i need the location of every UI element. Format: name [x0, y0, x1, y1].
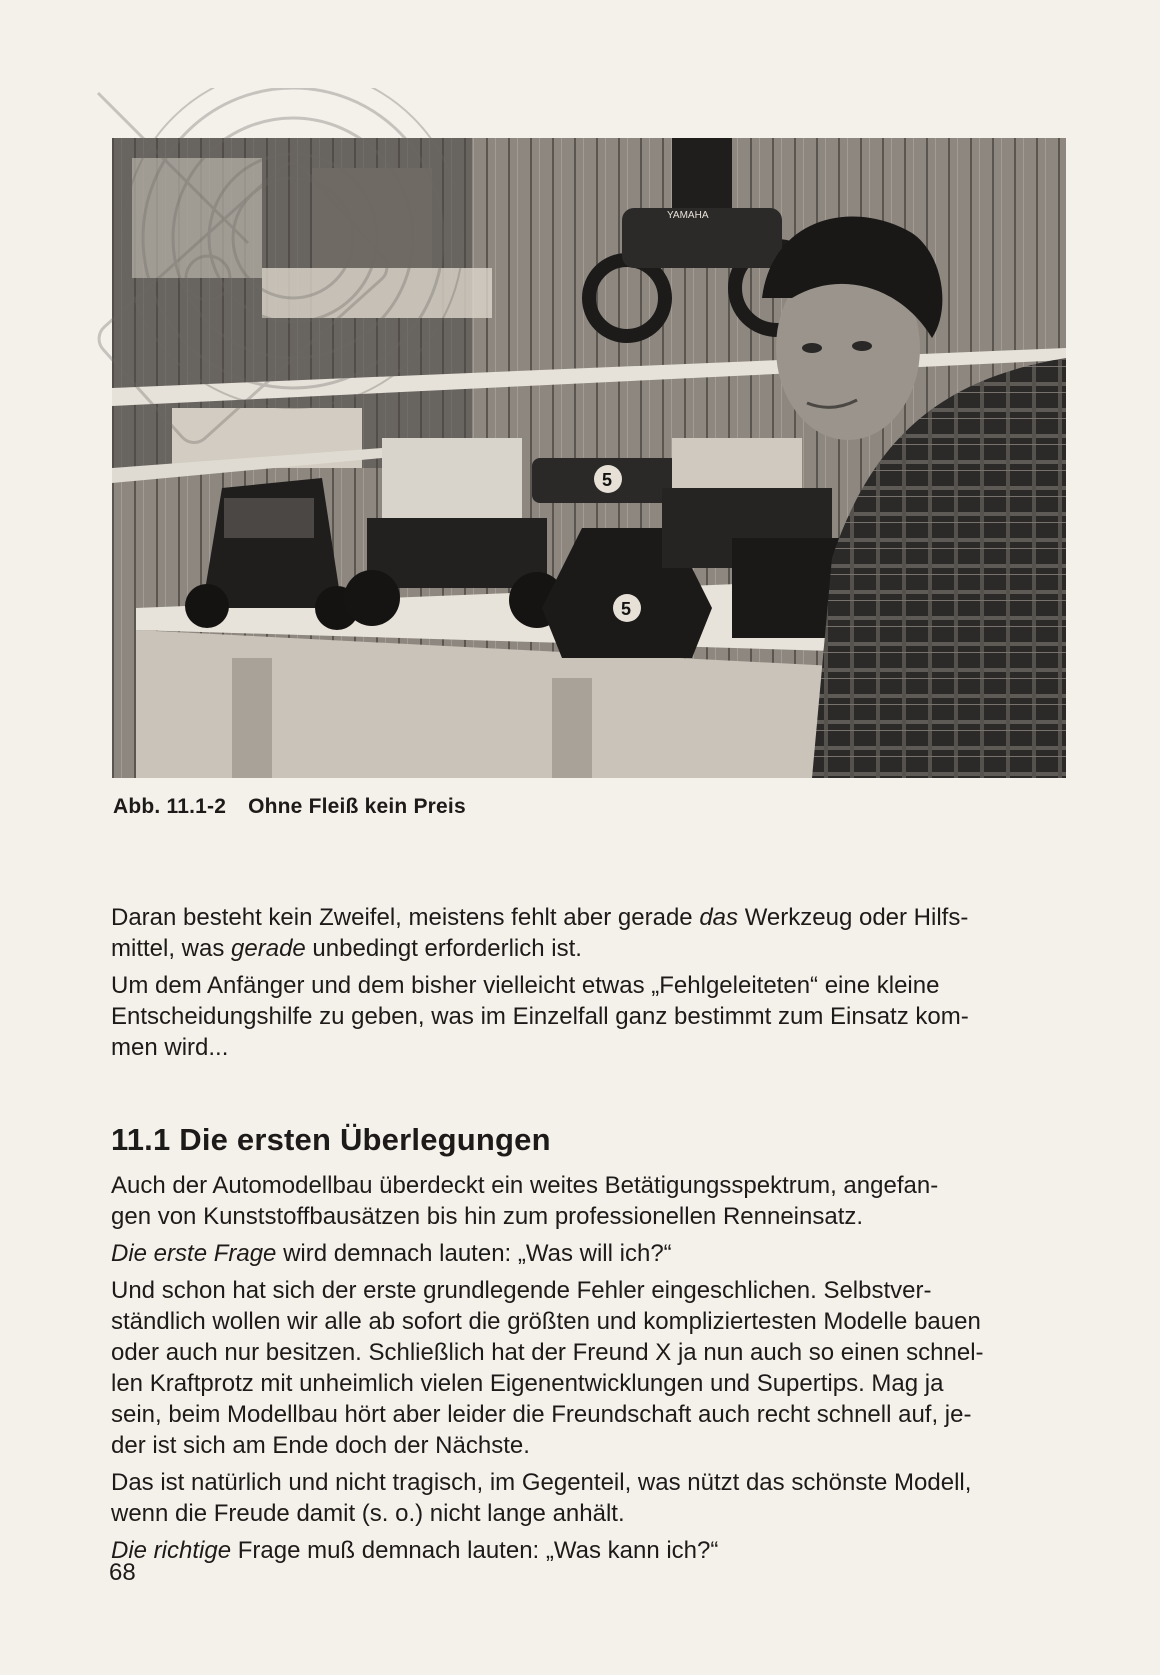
section-p1-line-1: Auch der Automodellbau überdeckt ein weites Betätigungsspektrum, angefan-	[111, 1172, 939, 1199]
section-p3-line-1: Und schon hat sich der erste grundlegende Fehler eingeschlichen. Selbstver-	[111, 1277, 932, 1304]
car-number-1: 5	[602, 470, 613, 490]
section-p5-text: Frage muß demnach lauten: „Was kann ich?“	[231, 1537, 719, 1564]
section-p1-line-2: gen von Kunststoffbausätzen bis hin zum professionellen Renneinsatz.	[111, 1203, 864, 1230]
photo-illustration	[112, 138, 1066, 778]
figure-caption	[113, 795, 466, 819]
intro-p1-emphasis-2: gerade	[231, 935, 306, 962]
section-paragraph-1	[111, 1170, 1061, 1232]
intro-paragraph-2	[111, 970, 1061, 1063]
section-p5-emphasis: Die richtige	[111, 1537, 232, 1564]
motorbike-brand: YAMAHA	[667, 210, 709, 221]
figure-number: Abb. 11.1-2	[113, 795, 227, 818]
section-p3-line-4: len Kraftprotz mit unheimlich vielen Eigenentwicklungen und Supertips. Mag ja	[111, 1370, 944, 1397]
section-p2-emphasis: Die erste Frage	[111, 1240, 277, 1267]
intro-p2-line-1: Um dem Anfänger und dem bisher vielleicht etwas „Fehlgeleiteten“ eine kleine	[111, 972, 940, 999]
section-text	[111, 1170, 1061, 1572]
section-p4-line-1: Das ist natürlich und nicht tragisch, im Gegenteil, was nützt das schönste Modell,	[111, 1469, 972, 1496]
section-p3-line-6: der ist sich am Ende doch der Nächste.	[111, 1432, 530, 1459]
section-paragraph-2	[111, 1238, 1061, 1269]
section-p2-text: wird demnach lauten: „Was will ich?“	[276, 1240, 672, 1267]
intro-p1-part-d: unbedingt erforderlich ist.	[305, 935, 582, 962]
section-heading: 11.1 Die ersten Überlegungen	[111, 1122, 551, 1157]
intro-paragraph-1	[111, 902, 1061, 964]
section-p4-line-2: wenn die Freude damit (s. o.) nicht lange anhält.	[111, 1500, 625, 1527]
intro-p2-line-2: Entscheidungshilfe zu geben, was im Einzelfall ganz bestimmt zum Einsatz kom-	[111, 1003, 969, 1030]
page-number: 68	[109, 1559, 136, 1586]
section-p3-line-3: oder auch nur besitzen. Schließlich hat der Freund X ja nun auch so einen schnel-	[111, 1339, 984, 1366]
intro-p1-emphasis-1: das	[699, 904, 739, 931]
figure-title: Ohne Fleiß kein Preis	[248, 795, 466, 818]
intro-p2-line-3: men wird...	[111, 1034, 229, 1061]
car-number-2: 5	[621, 599, 632, 619]
section-p3-line-2: ständlich wollen wir alle ab sofort die größten und kompliziertesten Modelle bauen	[111, 1308, 981, 1335]
intro-p1-part-c: mittel, was	[111, 935, 232, 962]
intro-text	[111, 902, 1061, 1069]
section-p3-line-5: sein, beim Modellbau hört aber leider die Freundschaft auch recht schnell auf, je-	[111, 1401, 972, 1428]
intro-p1-part-b: Werkzeug oder Hilfs-	[738, 904, 969, 931]
section-paragraph-4	[111, 1467, 1061, 1529]
shelf-box	[132, 158, 262, 278]
workshop-photo	[112, 138, 1066, 778]
section-paragraph-3	[111, 1275, 1061, 1461]
section-paragraph-5	[111, 1535, 1061, 1566]
intro-p1-part-a: Daran besteht kein Zweifel, meistens fehlt aber gerade	[111, 904, 700, 931]
